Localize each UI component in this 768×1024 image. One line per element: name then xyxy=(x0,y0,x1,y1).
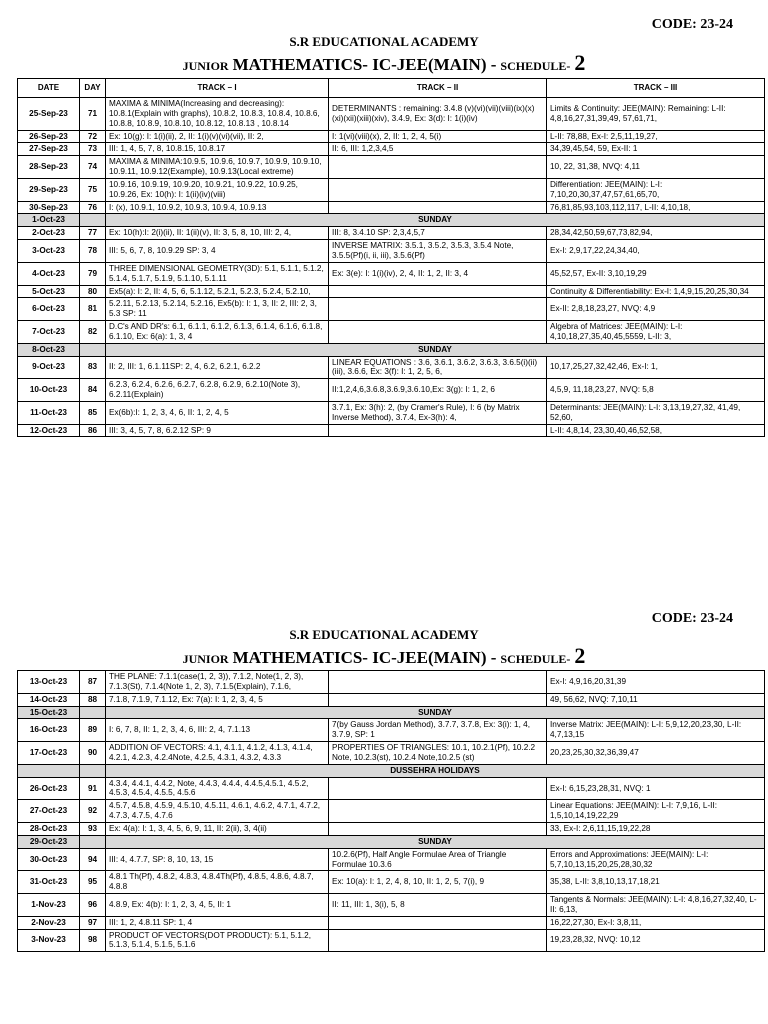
track-3-cell: 28,34,42,50,59,67,73,82,94, xyxy=(547,227,765,240)
track-3-cell: Differentiation: JEE(MAIN): L-I: 7,10,20,30,37,47,57,61,65,70, xyxy=(547,178,765,201)
track-3-cell: 16,22,27,30, Ex-I: 3,8,11, xyxy=(547,916,765,929)
row-date: 2-Nov-23 xyxy=(18,916,80,929)
row-day-number: 89 xyxy=(80,719,106,742)
track-3-cell: Algebra of Matrices: JEE(MAIN): L-I: 4,10,18,27,35,40,45,5559, L-II: 3, xyxy=(547,321,765,344)
track-3-cell: Continuity & Differentiability: Ex-I: 1,4,9,15,20,25,30,34 xyxy=(547,285,765,298)
table-row xyxy=(18,285,765,298)
title-main: MATHEMATICS- IC-JEE(MAIN) - xyxy=(232,648,497,667)
title-prefix: JUNIOR xyxy=(182,652,229,666)
table-row xyxy=(18,98,765,131)
track-1-cell: Ex: 10(h):I: 2(i)(ii), II: 1(ii)(v), II: 3, 5, 8, 10, III: 2, 4, xyxy=(106,227,329,240)
row-date: 8-Oct-23 xyxy=(18,343,80,356)
table-row xyxy=(18,143,765,156)
row-day xyxy=(80,343,106,356)
row-date: 25-Sep-23 xyxy=(18,98,80,131)
track-1-cell: III: 3, 4, 5, 7, 8, 6.2.12 SP: 9 xyxy=(106,424,329,437)
holiday-label: SUNDAY xyxy=(106,343,765,356)
table-row xyxy=(18,156,765,179)
track-2-cell: II:1,2,4,6,3.6.8,3.6.9,3.6.10,Ex: 3(g): I: 1, 2, 6 xyxy=(329,379,547,402)
track-1-cell: THREE DIMENSIONAL GEOMETRY(3D): 5.1, 5.1.1, 5.1.2, 5.1.4, 5.1.7, 5.1.9, 5.1.10, 5.1.11 xyxy=(106,262,329,285)
row-date: 7-Oct-23 xyxy=(18,321,80,344)
track-1-cell: III: 1, 2, 4.8.11 SP: 1, 4 xyxy=(106,916,329,929)
row-day-number: 86 xyxy=(80,424,106,437)
row-date: 3-Nov-23 xyxy=(18,929,80,952)
row-date: 29-Sep-23 xyxy=(18,178,80,201)
track-3-cell: L-II: 4,8,14, 23,30,40,46,52,58, xyxy=(547,424,765,437)
track-1-cell: 4.8.1 Th(Pf), 4.8.2, 4.8.3, 4.8.4Th(Pf), 4.8.5, 4.8.6, 4.8.7, 4.8.8 xyxy=(106,871,329,894)
track-3-cell: Linear Equations: JEE(MAIN): L-I: 7,9,16, L-II: 1,5,10,14,19,22,29 xyxy=(547,800,765,823)
row-date: 13-Oct-23 xyxy=(18,671,80,694)
track-2-cell: LINEAR EQUATIONS : 3.6, 3.6.1, 3.6.2, 3.6.3, 3.6.5(i)(ii)(iii), 3.6.6, Ex: 3(f): I: 1, 2, 5, 6, xyxy=(329,356,547,379)
schedule-title xyxy=(0,643,768,669)
holiday-label: SUNDAY xyxy=(106,835,765,848)
track-2-cell xyxy=(329,800,547,823)
track-1-cell: 6.2.3, 6.2.4, 6.2.6, 6.2.7, 6.2.8, 6.2.9, 6.2.10(Note 3), 6.2.11(Explain) xyxy=(106,379,329,402)
row-day-number: 84 xyxy=(80,379,106,402)
track-3-cell: 76,81,85,93,103,112,117, L-II: 4,10,18, xyxy=(547,201,765,214)
table-row xyxy=(18,848,765,871)
row-day-number: 88 xyxy=(80,693,106,706)
row-day-number: 72 xyxy=(80,130,106,143)
holiday-row xyxy=(18,343,765,356)
table-row xyxy=(18,671,765,694)
track-2-cell: 3.7.1, Ex: 3(h): 2, (by Cramer's Rule), I: 6 (by Matrix Inverse Method), 3.7.4, Ex-3(h): 4, xyxy=(329,401,547,424)
track-3-cell: Ex-II: 2,8,18,23,27, NVQ: 4,9 xyxy=(547,298,765,321)
track-2-cell xyxy=(329,916,547,929)
table-row xyxy=(18,742,765,765)
track-3-cell: 10,17,25,27,32,42,46, Ex-I: 1, xyxy=(547,356,765,379)
title-suffix: SCHEDULE- xyxy=(500,59,571,73)
title-number: 2 xyxy=(574,50,586,75)
track-3-cell: 20,23,25,30,32,36,39,47 xyxy=(547,742,765,765)
track-1-cell: 4.8.9, Ex: 4(b): I: 1, 2, 3, 4, 5, II: 1 xyxy=(106,894,329,917)
table-row xyxy=(18,356,765,379)
table-row xyxy=(18,130,765,143)
track-1-cell: II: 2, III: 1, 6.1.11SP: 2, 4, 6.2, 6.2.1, 6.2.2 xyxy=(106,356,329,379)
row-day-number: 87 xyxy=(80,671,106,694)
track-3-cell: 45,52,57, Ex-II: 3,10,19,29 xyxy=(547,262,765,285)
table-row xyxy=(18,298,765,321)
header-track-3: TRACK – III xyxy=(547,79,765,98)
track-1-cell: 7.1.8, 7.1.9, 7.1.12, Ex: 7(a): I: 1, 2, 3, 4, 5 xyxy=(106,693,329,706)
track-1-cell: ADDITION OF VECTORS: 4.1, 4.1.1, 4.1.2, 4.1.3, 4.1.4, 4.2.1, 4.2.3, 4.2.4Note, 4.2.5, 4.3.1, 4.3.2, 4.3.3 xyxy=(106,742,329,765)
row-date: 2-Oct-23 xyxy=(18,227,80,240)
schedule-rows xyxy=(18,671,765,952)
track-1-cell: PRODUCT OF VECTORS(DOT PRODUCT): 5.1, 5.1.2, 5.1.3, 5.1.4, 5.1.5, 5.1.6 xyxy=(106,929,329,952)
track-2-cell xyxy=(329,178,547,201)
row-date: 11-Oct-23 xyxy=(18,401,80,424)
header-track-1: TRACK – I xyxy=(106,79,329,98)
row-date: 5-Oct-23 xyxy=(18,285,80,298)
track-1-cell: 5.2.11, 5.2.13, 5.2.14, 5.2.16, Ex5(b): I: 1, 3, II: 2, III: 2, 3, 5.3 SP: 11 xyxy=(106,298,329,321)
schedule-table xyxy=(17,78,765,437)
row-date: 31-Oct-23 xyxy=(18,871,80,894)
holiday-row xyxy=(18,835,765,848)
row-day-number: 73 xyxy=(80,143,106,156)
row-day-number: 76 xyxy=(80,201,106,214)
row-day-number: 85 xyxy=(80,401,106,424)
track-2-cell: 10.2.6(Pf), Half Angle Formulae Area of Triangle Formulae 10.3.6 xyxy=(329,848,547,871)
track-2-cell xyxy=(329,693,547,706)
document-code: CODE: 23-24 xyxy=(651,17,733,32)
track-3-cell: 19,23,28,32, NVQ: 10,12 xyxy=(547,929,765,952)
table-row xyxy=(18,800,765,823)
track-1-cell: 4.3.4, 4.4.1, 4.4.2, Note, 4.4.3, 4.4.4, 4.4.5,4.5.1, 4.5.2, 4.5.3, 4.5.4, 4.5.5, 4.5.6 xyxy=(106,777,329,800)
track-2-cell xyxy=(329,285,547,298)
row-day-number: 75 xyxy=(80,178,106,201)
table-row xyxy=(18,379,765,402)
table-row xyxy=(18,321,765,344)
row-date: 29-Oct-23 xyxy=(18,835,80,848)
row-date: 1-Nov-23 xyxy=(18,894,80,917)
track-2-cell: Ex: 3(e): I: 1(i)(iv), 2, 4, II: 1, 2, II: 3, 4 xyxy=(329,262,547,285)
row-day-number: 71 xyxy=(80,98,106,131)
table-row xyxy=(18,822,765,835)
table-row xyxy=(18,201,765,214)
schedule-title xyxy=(0,50,768,76)
track-3-cell: Ex-I: 6,15,23,28,31, NVQ: 1 xyxy=(547,777,765,800)
row-day-number: 78 xyxy=(80,240,106,263)
row-date xyxy=(18,764,80,777)
table-row xyxy=(18,719,765,742)
track-2-cell xyxy=(329,298,547,321)
row-date: 6-Oct-23 xyxy=(18,298,80,321)
row-date: 12-Oct-23 xyxy=(18,424,80,437)
table-row xyxy=(18,929,765,952)
schedule-rows xyxy=(18,98,765,437)
academy-name: S.R EDUCATIONAL ACADEMY xyxy=(289,34,479,49)
row-date: 28-Sep-23 xyxy=(18,156,80,179)
table-row xyxy=(18,227,765,240)
row-date: 30-Sep-23 xyxy=(18,201,80,214)
row-date: 17-Oct-23 xyxy=(18,742,80,765)
track-1-cell: III: 4, 4.7.7, SP: 8, 10, 13, 15 xyxy=(106,848,329,871)
row-date: 27-Sep-23 xyxy=(18,143,80,156)
track-1-cell: Ex: 4(a): I: 1, 3, 4, 5, 6, 9, 11, II: 2(ii), 3, 4(ii) xyxy=(106,822,329,835)
track-2-cell xyxy=(329,321,547,344)
row-day-number: 82 xyxy=(80,321,106,344)
track-3-cell: 34,39,45,54, 59, Ex-II: 1 xyxy=(547,143,765,156)
holiday-row xyxy=(18,706,765,719)
header-date: DATE xyxy=(18,79,80,98)
track-1-cell: Ex(6b):I: 1, 2, 3, 4, 6, II: 1, 2, 4, 5 xyxy=(106,401,329,424)
row-day-number: 83 xyxy=(80,356,106,379)
row-date: 26-Oct-23 xyxy=(18,777,80,800)
row-date: 14-Oct-23 xyxy=(18,693,80,706)
title-main: MATHEMATICS- IC-JEE(MAIN) - xyxy=(232,55,497,74)
track-2-cell: PROPERTIES OF TRIANGLES: 10.1, 10.2.1(Pf), 10.2.2 Note, 10.2.3(st), 10.2.4 Note,10.2.5 (st) xyxy=(329,742,547,765)
row-day xyxy=(80,214,106,227)
track-3-cell: 10, 22, 31,38, NVQ: 4,11 xyxy=(547,156,765,179)
holiday-row xyxy=(18,214,765,227)
track-3-cell: Ex-I: 4,9,16,20,31,39 xyxy=(547,671,765,694)
track-3-cell: Tangents & Normals: JEE(MAIN): L-I: 4,8,16,27,32,40, L-II: 6,13, xyxy=(547,894,765,917)
document-code: CODE: 23-24 xyxy=(651,611,733,626)
track-1-cell: MAXIMA & MINIMA:10.9.5, 10.9.6, 10.9.7, 10.9.9, 10.9.10, 10.9.11, 10.9.12(Example), 10.9.13(Local extreme) xyxy=(106,156,329,179)
table-row xyxy=(18,240,765,263)
row-date: 26-Sep-23 xyxy=(18,130,80,143)
table-header-row xyxy=(18,79,765,98)
row-day-number: 92 xyxy=(80,800,106,823)
title-suffix: SCHEDULE- xyxy=(500,652,571,666)
table-row xyxy=(18,871,765,894)
row-day xyxy=(80,706,106,719)
track-2-cell: Ex: 10(a): I: 1, 2, 4, 8, 10, II: 1, 2, 5, 7(i), 9 xyxy=(329,871,547,894)
track-2-cell: II: 6, III: 1,2,3,4,5 xyxy=(329,143,547,156)
track-2-cell: INVERSE MATRIX: 3.5.1, 3.5.2, 3.5.3, 3.5.4 Note, 3.5.5(Pf)(i, ii, iii), 3.5.6(Pf) xyxy=(329,240,547,263)
track-2-cell: 7(by Gauss Jordan Method), 3.7.7, 3.7.8, Ex: 3(i): 1, 4, 3.7.9, SP: 1 xyxy=(329,719,547,742)
table-row xyxy=(18,424,765,437)
track-2-cell xyxy=(329,156,547,179)
track-1-cell: 10.9.16, 10.9.19, 10.9.20, 10.9.21, 10.9.22, 10.9.25, 10.9.26, Ex: 10(h): I: 1(ii)(iv)(viii) xyxy=(106,178,329,201)
track-3-cell: Ex-I: 2,9,17,22,24,34,40, xyxy=(547,240,765,263)
track-1-cell: Ex: 10(g): I: 1(i)(ii), 2, II: 1(i)(v)(vi)(vii), II: 2, xyxy=(106,130,329,143)
track-3-cell: 4,5,9, 11,18,23,27, NVQ: 5,8 xyxy=(547,379,765,402)
row-day-number: 74 xyxy=(80,156,106,179)
row-day-number: 79 xyxy=(80,262,106,285)
row-day xyxy=(80,835,106,848)
row-day-number: 96 xyxy=(80,894,106,917)
track-2-cell: II: 11, III: 1, 3(i), 5, 8 xyxy=(329,894,547,917)
row-date: 4-Oct-23 xyxy=(18,262,80,285)
row-day-number: 91 xyxy=(80,777,106,800)
row-date: 15-Oct-23 xyxy=(18,706,80,719)
table-row xyxy=(18,178,765,201)
track-3-cell: L-II: 78,88, Ex-I: 2,5,11,19,27, xyxy=(547,130,765,143)
track-3-cell: 49, 56,62, NVQ: 7,10,11 xyxy=(547,693,765,706)
track-1-cell: I: 6, 7, 8, II: 1, 2, 3, 4, 6, III: 2, 4, 7.1.13 xyxy=(106,719,329,742)
title-number: 2 xyxy=(574,643,586,668)
row-day-number: 77 xyxy=(80,227,106,240)
track-3-cell: Inverse Matrix: JEE(MAIN): L-I: 5,9,12,20,23,30, L-II: 4,7,13,15 xyxy=(547,719,765,742)
row-day-number: 90 xyxy=(80,742,106,765)
track-2-cell: III: 8, 3.4.10 SP: 2,3,4,5,7 xyxy=(329,227,547,240)
track-2-cell xyxy=(329,424,547,437)
track-1-cell: MAXIMA & MINIMA(Increasing and decreasing): 10.8.1(Explain with graphs), 10.8.2, 10.8.3, 10.8.4, 10.8.6, 10.8.8, 10.8.9, 10.8.10, 10.8.12, 10.8.13 , 10.8.14 xyxy=(106,98,329,131)
track-3-cell: Limits & Continuity: JEE(MAIN): Remaining: L-II: 4,8,16,27,31,39,49, 57,61,71, xyxy=(547,98,765,131)
track-3-cell: 35,38, L-II: 3,8,10,13,17,18,21 xyxy=(547,871,765,894)
track-2-cell xyxy=(329,201,547,214)
row-date: 9-Oct-23 xyxy=(18,356,80,379)
table-row xyxy=(18,262,765,285)
table-row xyxy=(18,777,765,800)
table-row xyxy=(18,916,765,929)
academy-name: S.R EDUCATIONAL ACADEMY xyxy=(289,627,479,642)
row-date: 27-Oct-23 xyxy=(18,800,80,823)
track-2-cell: I: 1(vi)(viii)(x), 2, II: 1, 2, 4, 5(i) xyxy=(329,130,547,143)
header-track-2: TRACK – II xyxy=(329,79,547,98)
row-day-number: 80 xyxy=(80,285,106,298)
row-day-number: 81 xyxy=(80,298,106,321)
schedule-table xyxy=(17,670,765,952)
row-day xyxy=(80,764,106,777)
holiday-label: DUSSEHRA HOLIDAYS xyxy=(106,764,765,777)
track-1-cell: THE PLANE: 7.1.1(case(1, 2, 3)), 7.1.2, Note(1, 2, 3), 7.1.3(St), 7.1.4(Note 1, 2, 3), 7.1.5(Explain), 7.1.6, xyxy=(106,671,329,694)
track-3-cell: 33, Ex-I: 2,6,11,15,19,22,28 xyxy=(547,822,765,835)
track-1-cell: D.C's AND DR's: 6.1, 6.1.1, 6.1.2, 6.1.3, 6.1.4, 6.1.6, 6.1.8, 6.1.10, Ex: 6(a): 1, 3, 4 xyxy=(106,321,329,344)
row-date: 30-Oct-23 xyxy=(18,848,80,871)
track-2-cell: DETERMINANTS : remaining: 3.4.8 (v)(vi)(vii)(viii)(ix)(x)(xi)(xii)(xiii)(xiv), 3.4.9, Ex: 3(d): I: 1(i)(iv) xyxy=(329,98,547,131)
row-date: 28-Oct-23 xyxy=(18,822,80,835)
row-date: 1-Oct-23 xyxy=(18,214,80,227)
track-1-cell: I: (x), 10.9.1, 10.9.2, 10.9.3, 10.9.4, 10.9.13 xyxy=(106,201,329,214)
holiday-label: SUNDAY xyxy=(106,214,765,227)
track-3-cell: Errors and Approximations: JEE(MAIN): L-I: 5,7,10,13,15,20,25,28,30,32 xyxy=(547,848,765,871)
row-day-number: 94 xyxy=(80,848,106,871)
track-2-cell xyxy=(329,777,547,800)
holiday-label: SUNDAY xyxy=(106,706,765,719)
row-date: 3-Oct-23 xyxy=(18,240,80,263)
track-1-cell: 4.5.7, 4.5.8, 4.5.9, 4.5.10, 4.5.11, 4.6.1, 4.6.2, 4.7.1, 4.7.2, 4.7.3, 4.7.5, 4.7.6 xyxy=(106,800,329,823)
row-day-number: 97 xyxy=(80,916,106,929)
table-row xyxy=(18,401,765,424)
holiday-row xyxy=(18,764,765,777)
track-2-cell xyxy=(329,929,547,952)
table-row xyxy=(18,693,765,706)
track-2-cell xyxy=(329,822,547,835)
track-1-cell: Ex5(a): I: 2, II: 4, 5, 6, 5.1.12, 5.2.1, 5.2.3, 5.2.4, 5.2.10, xyxy=(106,285,329,298)
row-day-number: 93 xyxy=(80,822,106,835)
row-day-number: 95 xyxy=(80,871,106,894)
row-day-number: 98 xyxy=(80,929,106,952)
title-prefix: JUNIOR xyxy=(182,59,229,73)
row-date: 10-Oct-23 xyxy=(18,379,80,402)
track-3-cell: Determinants: JEE(MAIN): L-I: 3,13,19,27,32, 41,49, 52,60, xyxy=(547,401,765,424)
track-2-cell xyxy=(329,671,547,694)
header-day: DAY xyxy=(80,79,106,98)
table-row xyxy=(18,894,765,917)
row-date: 16-Oct-23 xyxy=(18,719,80,742)
track-1-cell: III: 1, 4, 5, 7, 8, 10.8.15, 10.8.17 xyxy=(106,143,329,156)
track-1-cell: III: 5, 6, 7, 8, 10.9.29 SP: 3, 4 xyxy=(106,240,329,263)
